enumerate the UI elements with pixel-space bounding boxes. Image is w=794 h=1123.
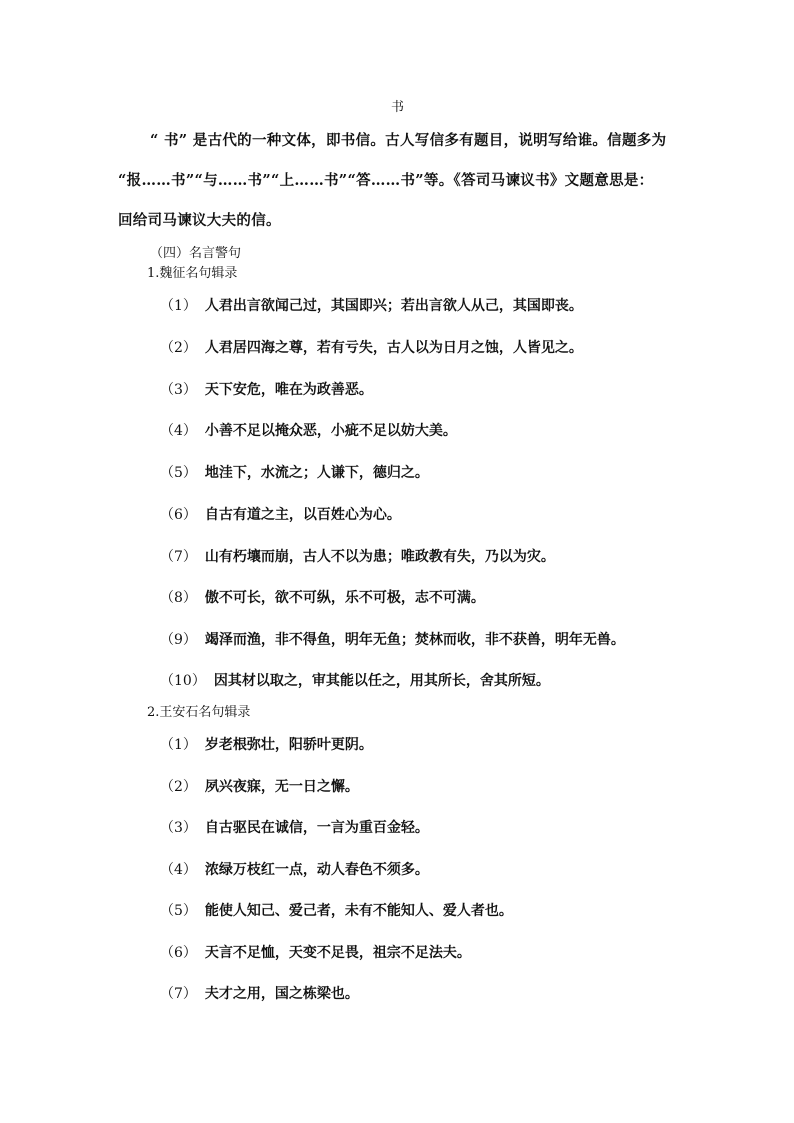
quote-item: （7） 山有朽壤而崩，古人不以为患；唯政教有失，乃以为灾。 bbox=[160, 549, 555, 565]
quote-item: （10） 因其材以取之，审其能以任之，用其所长，舍其所短。 bbox=[160, 673, 550, 689]
quote-item: （1） 人君出言欲闻己过，其国即兴；若出言欲人从己，其国即丧。 bbox=[160, 298, 583, 314]
quote-item: （3） 自古驱民在诚信，一言为重百金轻。 bbox=[160, 820, 429, 836]
quote-item: （6） 天言不足恤，天变不足畏，祖宗不足法夫。 bbox=[160, 945, 471, 961]
quote-item: （1） 岁老根弥壮，阳骄叶更阴。 bbox=[160, 737, 373, 753]
quote-item: （9） 竭泽而渔，非不得鱼，明年无鱼；焚林而收，非不获兽，明年无兽。 bbox=[160, 632, 625, 648]
quote-item: （6） 自古有道之主，以百姓心为心。 bbox=[160, 507, 401, 523]
quote-item: （4） 小善不足以掩众恶，小疵不足以妨大美。 bbox=[160, 423, 457, 439]
group-heading-wei-zheng: 1.魏征名句辑录 bbox=[147, 266, 238, 281]
quote-item: （2） 人君居四海之尊，若有亏失，古人以为日月之蚀，人皆见之。 bbox=[160, 340, 583, 356]
quote-item: （7） 夫才之用，国之栋梁也。 bbox=[160, 986, 359, 1002]
group-heading-wang-anshi: 2.王安石名句辑录 bbox=[147, 705, 251, 720]
intro-line-3: 回给司马谏议大夫的信。 bbox=[118, 212, 281, 229]
page-title: 书 bbox=[391, 100, 405, 115]
quote-item: （8） 傲不可长，欲不可纵，乐不可极，志不可满。 bbox=[160, 590, 485, 606]
quote-item: （5） 能使人知己、爱己者，未有不能知人、爱人者也。 bbox=[160, 903, 513, 919]
quote-item: （5） 地洼下，水流之；人谦下，德归之。 bbox=[160, 465, 429, 481]
quote-item: （3） 天下安危，唯在为政善恶。 bbox=[160, 382, 373, 398]
section-title: （四）名言警句 bbox=[150, 246, 242, 261]
intro-line-2: “报……书”“与……书”“上……书”“答……书”等。《答司马谏议书》文题意思是： bbox=[118, 172, 654, 189]
intro-line-1: “ 书” 是古代的一种文体，即书信。古人写信多有题目，说明写给谁。信题多为 bbox=[150, 132, 667, 149]
quote-item: （4） 浓绿万枝红一点，动人春色不须多。 bbox=[160, 862, 429, 878]
quote-item: （2） 夙兴夜寐，无一日之懈。 bbox=[160, 779, 359, 795]
